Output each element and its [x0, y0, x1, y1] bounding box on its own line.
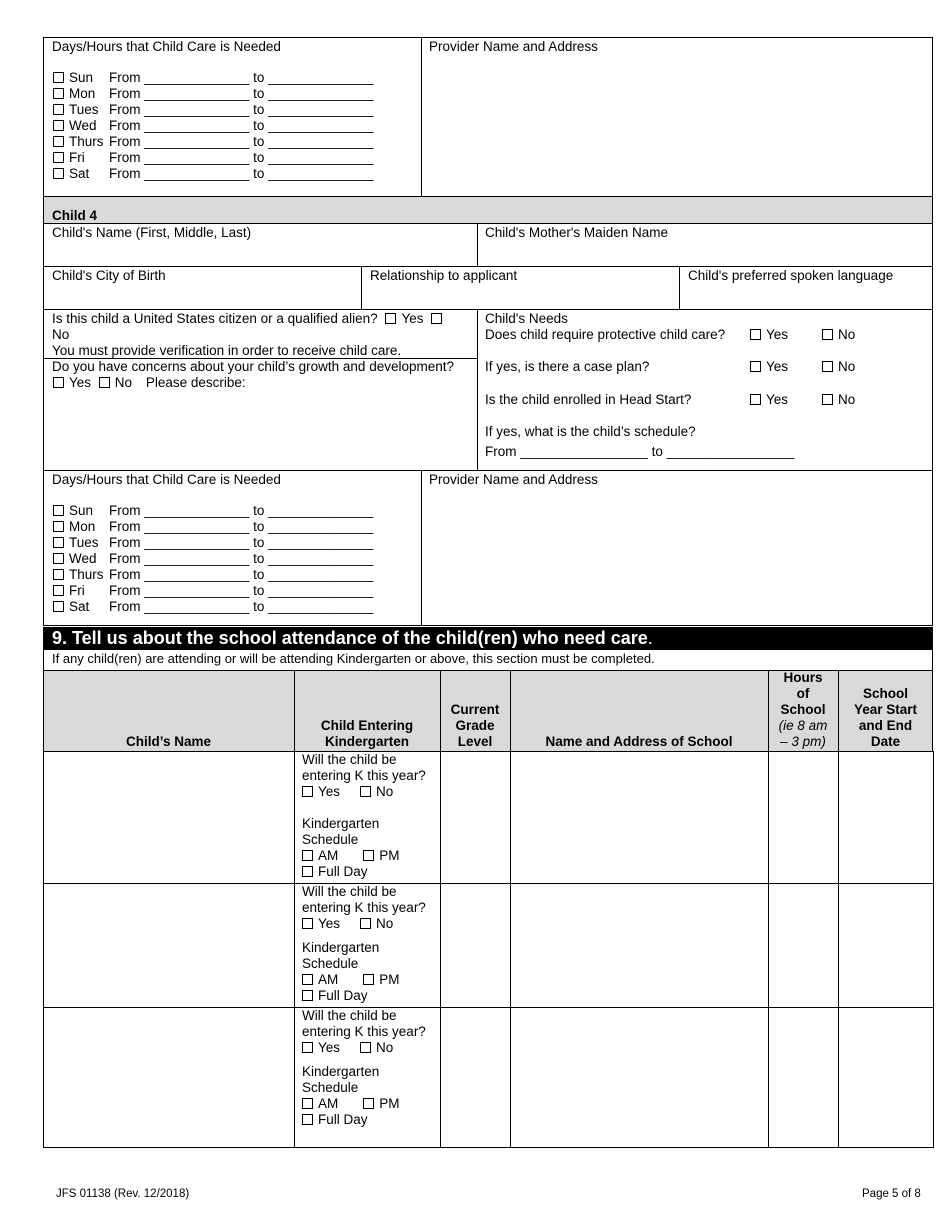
form-id: JFS 01138 (Rev. 12/2018) — [56, 1188, 190, 1200]
from-label: From — [109, 102, 141, 117]
head-start-no — [822, 392, 855, 407]
from-label: From — [109, 535, 141, 550]
kindergarten-options — [302, 1008, 426, 1128]
k-question-line: Will the child be — [302, 1008, 397, 1023]
k-fullday-label: Full Day — [318, 1112, 368, 1127]
k-pm-checkbox[interactable] — [363, 1098, 374, 1109]
k-schedule-label: Schedule — [302, 1080, 359, 1095]
to-label: to — [253, 134, 265, 149]
to-label: to — [253, 599, 265, 614]
child4-day-row — [53, 567, 373, 583]
day-name: Sat — [69, 166, 90, 181]
child4-language-label: Child's preferred spoken language — [688, 268, 894, 283]
day-name: Thurs — [69, 134, 104, 149]
day-checkbox[interactable] — [53, 521, 64, 532]
col-school: Name and Address of School — [510, 670, 769, 752]
from-blank[interactable]: ______________ — [144, 86, 250, 101]
day-checkbox[interactable] — [53, 168, 64, 179]
k-no-checkbox[interactable] — [360, 918, 371, 929]
kindergarten-options — [302, 884, 426, 1004]
col-kindergarten: Child Entering Kindergarten — [294, 670, 441, 752]
school-table-cell[interactable] — [838, 751, 934, 884]
day-name: Fri — [69, 583, 85, 598]
day-name: Mon — [69, 519, 96, 534]
day-checkbox[interactable] — [53, 553, 64, 564]
to-label: to — [253, 519, 265, 534]
to-label: to — [253, 567, 265, 582]
head-start-yes-label: Yes — [766, 392, 789, 407]
to-label: to — [253, 118, 265, 133]
day-checkbox[interactable] — [53, 136, 64, 147]
day-name: Sun — [69, 70, 94, 85]
school-table-cell[interactable] — [838, 883, 934, 1008]
to-blank[interactable]: ______________ — [268, 118, 374, 133]
from-blank[interactable]: ______________ — [144, 134, 250, 149]
child4-name-label: Child's Name (First, Middle, Last) — [52, 225, 252, 240]
to-label: to — [253, 583, 265, 598]
from-label: From — [109, 599, 141, 614]
to-blank[interactable]: ______________ — [268, 166, 374, 181]
protective-yes-label: Yes — [766, 327, 789, 342]
day-checkbox[interactable] — [53, 88, 64, 99]
day-checkbox[interactable] — [53, 537, 64, 548]
concerns-yes-label: Yes — [69, 375, 92, 390]
to-label: to — [253, 551, 265, 566]
day-name: Wed — [69, 551, 97, 566]
k-fullday-checkbox[interactable] — [302, 1114, 313, 1125]
day-checkbox[interactable] — [53, 505, 64, 516]
day-checkbox[interactable] — [53, 120, 64, 131]
top-provider-cell[interactable] — [421, 37, 933, 197]
k-yes-no — [302, 784, 426, 800]
k-am-checkbox[interactable] — [302, 850, 313, 861]
school-table-cell[interactable] — [43, 751, 295, 884]
day-checkbox[interactable] — [53, 152, 64, 163]
protective-yes — [750, 327, 788, 342]
school-table-cell[interactable] — [510, 751, 769, 884]
k-pm-label: PM — [379, 848, 400, 863]
schedule-to-blank: _________________ — [666, 444, 795, 459]
case-plan-yes-label: Yes — [766, 359, 789, 374]
k-pm-label: PM — [379, 1096, 400, 1111]
top-day-row — [53, 118, 373, 134]
child4-day-row — [53, 599, 373, 615]
k-fullday-checkbox[interactable] — [302, 990, 313, 1001]
head-start-yes — [750, 392, 788, 407]
protective-no — [822, 327, 855, 342]
section9-title-period: . — [647, 628, 653, 648]
from-blank[interactable]: ______________ — [144, 599, 250, 614]
from-label: From — [109, 118, 141, 133]
protective-no-label: No — [838, 327, 856, 342]
head-start-no-label: No — [838, 392, 856, 407]
k-am-pm — [302, 1096, 426, 1112]
to-label: to — [253, 150, 265, 165]
k-yes-checkbox[interactable] — [302, 786, 313, 797]
from-label: From — [109, 503, 141, 518]
from-blank[interactable]: ______________ — [144, 551, 250, 566]
child4-day-row — [53, 535, 373, 551]
k-am-label: AM — [318, 972, 339, 987]
top-day-row — [53, 150, 373, 166]
top-day-row — [53, 86, 373, 102]
school-table-cell[interactable] — [43, 883, 295, 1008]
top-day-row — [53, 102, 373, 118]
k-no-checkbox[interactable] — [360, 786, 371, 797]
from-label: From — [109, 134, 141, 149]
to-label: to — [253, 86, 265, 101]
schedule-to-label: to — [651, 444, 663, 459]
day-checkbox[interactable] — [53, 585, 64, 596]
to-blank[interactable]: ______________ — [268, 150, 374, 165]
k-fullday — [302, 864, 426, 880]
to-blank[interactable]: ______________ — [268, 567, 374, 582]
col-year: School Year Start and End Date — [853, 686, 918, 749]
from-blank[interactable]: ______________ — [144, 150, 250, 165]
child4-day-row — [53, 551, 373, 567]
k-schedule-label: Kindergarten — [302, 1064, 380, 1079]
child4-city-label: Child's City of Birth — [52, 268, 166, 283]
to-blank[interactable]: ______________ — [268, 503, 374, 518]
concerns-no-label: No — [114, 375, 133, 390]
top-day-row — [53, 134, 373, 150]
child4-mother-label: Child's Mother's Maiden Name — [485, 225, 668, 240]
from-label: From — [109, 519, 141, 534]
case-plan-no-checkbox[interactable] — [822, 361, 833, 372]
child4-days-heading: Days/Hours that Child Care is Needed — [52, 472, 281, 487]
schedule-question: If yes, what is the child’s schedule? — [485, 424, 696, 439]
k-am-checkbox[interactable] — [302, 974, 313, 985]
needs-heading: Child's Needs — [485, 311, 568, 326]
from-blank[interactable]: ______________ — [144, 118, 250, 133]
school-table-cell[interactable] — [440, 751, 511, 884]
citizen-no-label: No — [52, 327, 70, 342]
top-days-heading: Days/Hours that Child Care is Needed — [52, 39, 281, 54]
top-day-row — [53, 70, 373, 86]
section9-note: If any child(ren) are attending or will be attending Kindergarten or above, this section must be completed. — [52, 651, 655, 666]
school-table-cell[interactable] — [43, 1007, 295, 1148]
from-blank[interactable]: ______________ — [144, 583, 250, 598]
school-table-cell[interactable] — [768, 1007, 839, 1148]
citizen-question-text: Is this child a United States citizen or a qualified alien? — [52, 311, 378, 326]
page-number: Page 5 of 8 — [862, 1188, 921, 1200]
from-blank[interactable]: ______________ — [144, 166, 250, 181]
to-label: to — [253, 503, 265, 518]
col-hours: Hours of School (ie 8 am – 3 pm) — [768, 670, 839, 752]
school-table-cell[interactable] — [440, 1007, 511, 1148]
k-yes-checkbox[interactable] — [302, 1042, 313, 1053]
k-fullday — [302, 1112, 426, 1128]
k-schedule-label: Kindergarten — [302, 940, 380, 955]
k-no-checkbox[interactable] — [360, 1042, 371, 1053]
k-pm-checkbox[interactable] — [363, 974, 374, 985]
k-question-line: Will the child be — [302, 752, 397, 767]
concerns-no-checkbox[interactable] — [99, 377, 110, 388]
from-blank[interactable]: ______________ — [144, 567, 250, 582]
k-fullday — [302, 988, 426, 1004]
concerns-options — [53, 375, 246, 390]
from-label: From — [109, 166, 141, 181]
child4-provider-heading: Provider Name and Address — [429, 472, 598, 487]
day-name: Mon — [69, 86, 96, 101]
concerns-yes-checkbox[interactable] — [53, 377, 64, 388]
schedule-from-label: From — [485, 444, 517, 459]
child4-day-row — [53, 503, 373, 519]
k-yes-label: Yes — [318, 916, 341, 931]
schedule-line[interactable] — [485, 444, 794, 459]
day-name: Thurs — [69, 567, 104, 582]
to-label: to — [253, 102, 265, 117]
day-checkbox[interactable] — [53, 569, 64, 580]
k-fullday-checkbox[interactable] — [302, 866, 313, 877]
section9-title-bar — [43, 627, 933, 650]
school-table-cell[interactable] — [838, 1007, 934, 1148]
day-checkbox[interactable] — [53, 72, 64, 83]
case-plan-no — [822, 359, 855, 374]
k-no-label: No — [376, 784, 394, 799]
to-blank[interactable]: ______________ — [268, 599, 374, 614]
to-blank[interactable]: ______________ — [268, 583, 374, 598]
top-provider-heading: Provider Name and Address — [429, 39, 598, 54]
child4-days-list — [53, 503, 373, 615]
k-question-line: entering K this year? — [302, 768, 426, 783]
head-start-no-checkbox[interactable] — [822, 394, 833, 405]
to-blank[interactable]: ______________ — [268, 519, 374, 534]
from-blank[interactable]: ______________ — [144, 102, 250, 117]
from-blank[interactable]: ______________ — [144, 535, 250, 550]
k-no-label: No — [376, 916, 394, 931]
from-label: From — [109, 583, 141, 598]
day-name: Fri — [69, 150, 85, 165]
k-am-label: AM — [318, 848, 339, 863]
verification-note: You must provide verification in order to receive child care. — [52, 343, 402, 358]
day-checkbox[interactable] — [53, 601, 64, 612]
k-am-label: AM — [318, 1096, 339, 1111]
k-pm-label: PM — [379, 972, 400, 987]
k-schedule-label: Kindergarten — [302, 816, 380, 831]
k-fullday-label: Full Day — [318, 988, 368, 1003]
day-name: Sat — [69, 599, 90, 614]
case-plan-yes-checkbox[interactable] — [750, 361, 761, 372]
day-name: Tues — [69, 102, 99, 117]
k-question-line: Will the child be — [302, 884, 397, 899]
day-name: Wed — [69, 118, 97, 133]
to-blank[interactable]: ______________ — [268, 134, 374, 149]
school-table-cell[interactable] — [768, 883, 839, 1008]
child4-header: Child 4 — [52, 208, 98, 223]
k-fullday-label: Full Day — [318, 864, 368, 879]
to-blank[interactable]: ______________ — [268, 70, 374, 85]
day-checkbox[interactable] — [53, 104, 64, 115]
citizen-no-checkbox[interactable] — [431, 313, 442, 324]
from-label: From — [109, 150, 141, 165]
k-no-label: No — [376, 1040, 394, 1055]
from-label: From — [109, 567, 141, 582]
citizen-yes-label: Yes — [401, 311, 424, 326]
top-day-row — [53, 166, 373, 182]
to-blank[interactable]: ______________ — [268, 551, 374, 566]
to-blank[interactable]: ______________ — [268, 535, 374, 550]
kindergarten-options — [302, 752, 426, 880]
k-schedule-label: Schedule — [302, 832, 359, 847]
school-table-cell[interactable] — [768, 751, 839, 884]
protective-question: Does child require protective child care? — [485, 327, 726, 342]
from-label: From — [109, 86, 141, 101]
schedule-from-blank: _________________ — [520, 444, 648, 459]
school-table-cell[interactable] — [510, 883, 769, 1008]
k-am-checkbox[interactable] — [302, 1098, 313, 1109]
protective-yes-checkbox[interactable] — [750, 329, 761, 340]
k-yes-label: Yes — [318, 1040, 341, 1055]
child4-header-bar — [43, 196, 933, 224]
top-days-list — [53, 70, 373, 182]
head-start-yes-checkbox[interactable] — [750, 394, 761, 405]
child4-day-row — [53, 583, 373, 599]
school-table-cell[interactable] — [510, 1007, 769, 1148]
child4-relationship-label: Relationship to applicant — [370, 268, 518, 283]
to-label: to — [253, 166, 265, 181]
k-am-pm — [302, 972, 426, 988]
k-pm-checkbox[interactable] — [363, 850, 374, 861]
from-blank[interactable]: ______________ — [144, 519, 250, 534]
col-child-name: Child’s Name — [43, 670, 295, 752]
citizen-question — [52, 311, 447, 326]
k-schedule-label: Schedule — [302, 956, 359, 971]
citizen-yes-checkbox[interactable] — [385, 313, 396, 324]
k-yes-no — [302, 916, 426, 932]
from-label: From — [109, 551, 141, 566]
school-table-cell[interactable] — [440, 883, 511, 1008]
section9-title: 9. Tell us about the school attendance of the child(ren) who need care — [52, 628, 648, 648]
col-grade: Current Grade Level — [440, 670, 511, 752]
protective-no-checkbox[interactable] — [822, 329, 833, 340]
head-start-question: Is the child enrolled in Head Start? — [485, 392, 692, 407]
k-am-pm — [302, 848, 426, 864]
to-label: to — [253, 70, 265, 85]
child4-day-row — [53, 519, 373, 535]
from-label: From — [109, 70, 141, 85]
day-name: Sun — [69, 503, 94, 518]
to-blank[interactable]: ______________ — [268, 86, 374, 101]
child4-provider-cell[interactable] — [421, 470, 933, 626]
please-describe-label: Please describe: — [145, 375, 246, 390]
k-question-line: entering K this year? — [302, 900, 426, 915]
case-plan-yes — [750, 359, 788, 374]
to-blank[interactable]: ______________ — [268, 102, 374, 117]
k-yes-no — [302, 1040, 426, 1056]
k-question-line: entering K this year? — [302, 1024, 426, 1039]
k-yes-label: Yes — [318, 784, 341, 799]
from-blank[interactable]: ______________ — [144, 70, 250, 85]
from-blank[interactable]: ______________ — [144, 503, 250, 518]
to-label: to — [253, 535, 265, 550]
concerns-question: Do you have concerns about your child’s growth and development? — [52, 359, 455, 374]
day-name: Tues — [69, 535, 99, 550]
k-yes-checkbox[interactable] — [302, 918, 313, 929]
case-plan-question: If yes, is there a case plan? — [485, 359, 650, 374]
case-plan-no-label: No — [838, 359, 856, 374]
